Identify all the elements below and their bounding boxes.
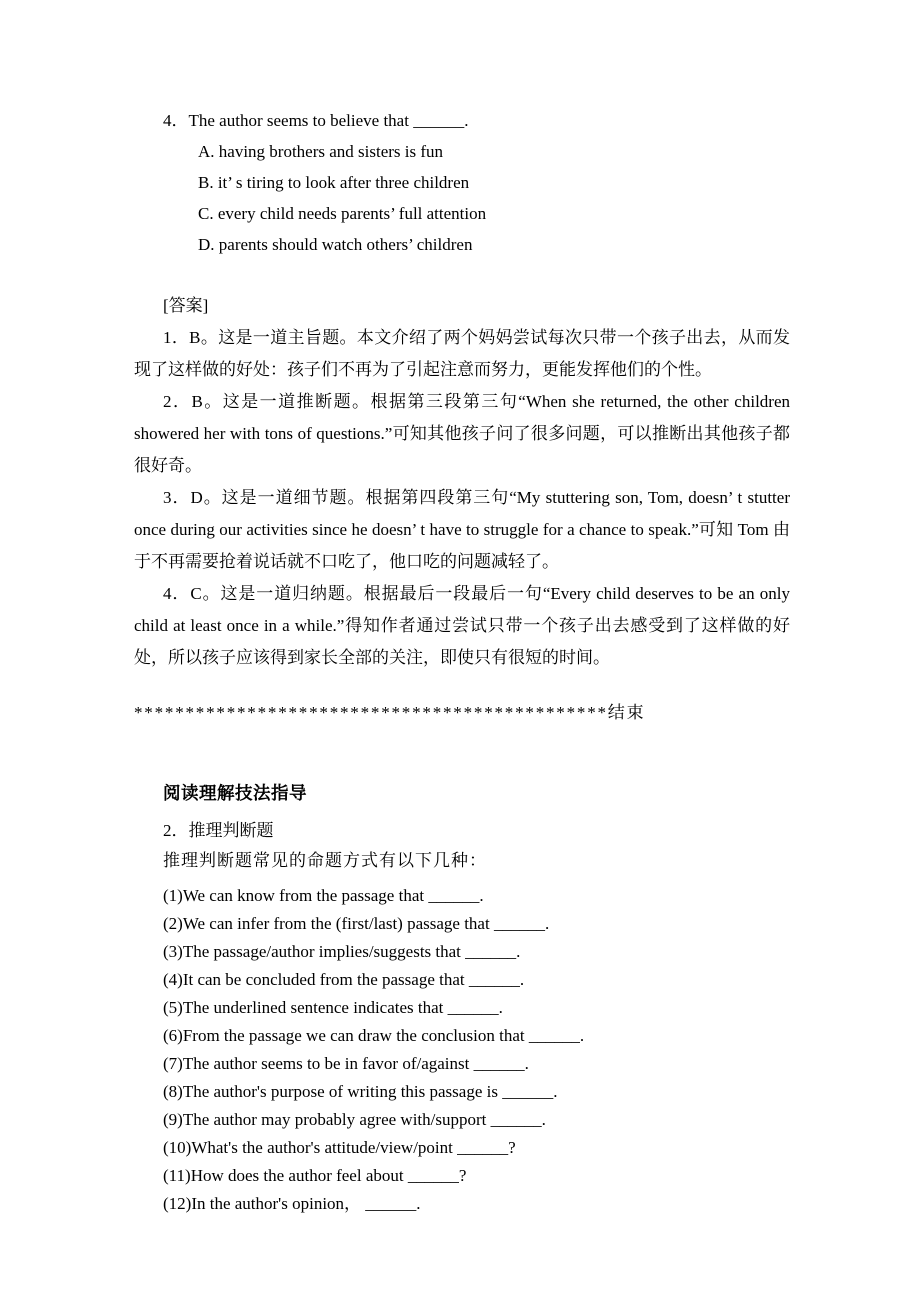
pattern-item-9: (9)The author may probably agree with/support ______.: [163, 1110, 546, 1129]
end-separator: **********************************************结束: [134, 703, 646, 722]
pattern-item-2: (2)We can infer from the (first/last) passage that ______.: [163, 914, 550, 933]
guide-heading: 阅读理解技法指导: [163, 783, 307, 803]
answer-explanation-2: 2．B。这是一道推断题。根据第三段第三句“When she returned, the other children showered her with tons of questions.”可知其他孩子问了很多问题，可以推断出其他孩子都很好奇。: [134, 392, 790, 475]
pattern-item-8: (8)The author's purpose of writing this passage is ______.: [163, 1082, 558, 1101]
pattern-list: [134, 882, 790, 1218]
pattern-item-4: (4)It can be concluded from the passage that ______.: [163, 970, 525, 989]
pattern-item-6: (6)From the passage we can draw the conclusion that ______.: [163, 1026, 585, 1045]
pattern-item-1: (1)We can know from the passage that ______.: [163, 886, 484, 905]
guide-subheading: 2．推理判断题: [163, 821, 274, 840]
pattern-item-12: (12)In the author's opinion， ______.: [163, 1194, 421, 1213]
answer-explanation-1: 1．B。这是一道主旨题。本文介绍了两个妈妈尝试每次只带一个孩子出去，从而发现了这样做的好处：孩子们不再为了引起注意而努力，更能发挥他们的个性。: [134, 328, 790, 379]
guide-intro: 推理判断题常见的命题方式有以下几种：: [163, 851, 487, 870]
pattern-item-5: (5)The underlined sentence indicates that ______.: [163, 998, 503, 1017]
pattern-item-7: (7)The author seems to be in favor of/against ______.: [163, 1054, 529, 1073]
option-d: D. parents should watch others’ children: [198, 235, 473, 254]
option-a: A. having brothers and sisters is fun: [198, 142, 444, 161]
question-options: [134, 136, 790, 260]
answer-explanation-3: 3．D。这是一道细节题。根据第四段第三句“My stuttering son, Tom, doesn’ t stutter once during our activities since he doesn’ t have to struggle for a chance to speak.”可知 Tom 由于不再需要抢着说话就不口吃了，他口吃的问题减轻了。: [134, 488, 790, 571]
pattern-item-11: (11)How does the author feel about ______?: [163, 1166, 467, 1185]
answer-explanation-4: 4．C。这是一道归纳题。根据最后一段最后一句“Every child deserves to be an only child at least once in a while.”得知作者通过尝试只带一个孩子出去感受到了这样做的好处，所以孩子应该得到家长全部的关注，即使只有很短的时间。: [134, 584, 790, 667]
answer-explanations: [134, 322, 790, 674]
option-c: C. every child needs parents’ full attention: [198, 204, 487, 223]
answers-header: [答案]: [163, 296, 209, 315]
option-b: B. it’ s tiring to look after three children: [198, 173, 470, 192]
pattern-item-3: (3)The passage/author implies/suggests that ______.: [163, 942, 521, 961]
pattern-item-10: (10)What's the author's attitude/view/point ______?: [163, 1138, 516, 1157]
question-stem: 4．The author seems to believe that ______.: [163, 111, 469, 130]
